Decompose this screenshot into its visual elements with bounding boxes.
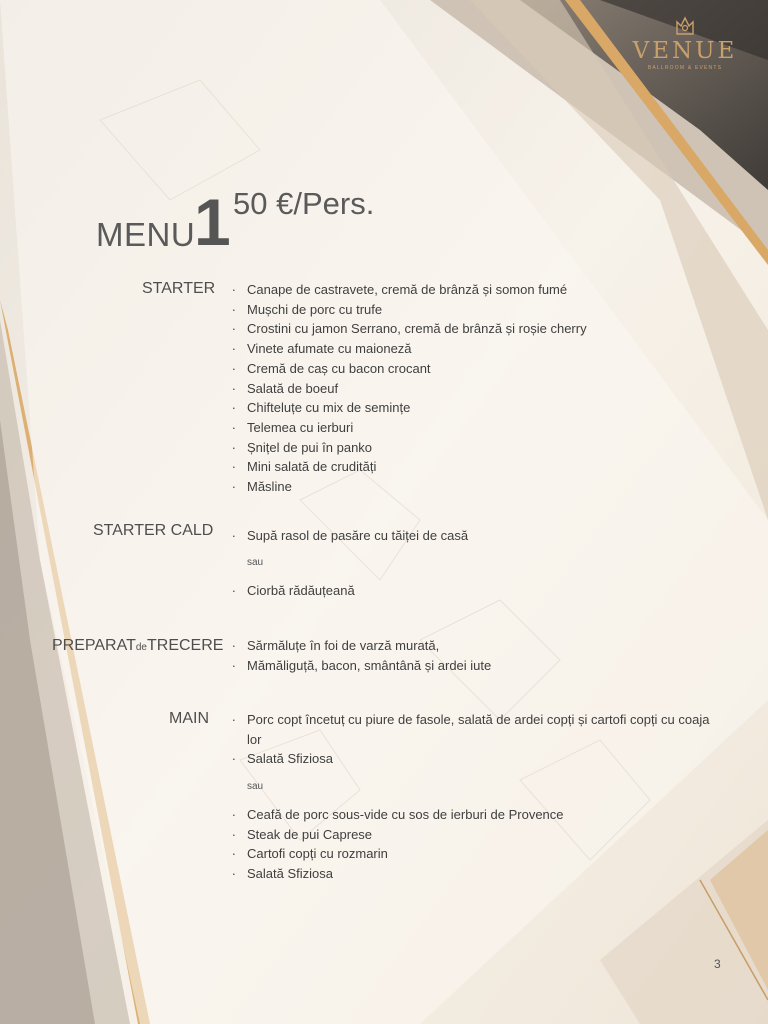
menu-number: 1 bbox=[194, 185, 231, 259]
menu-item: . Canape de castravete, cremă de brânză și somon fumé bbox=[232, 280, 587, 300]
menu-item: . Vinete afumate cu maioneză bbox=[232, 339, 587, 359]
section-label-starter: STARTER bbox=[142, 280, 216, 297]
crest-icon bbox=[673, 14, 697, 36]
menu-item: . Mămăliguță, bacon, smântână și ardei iute bbox=[232, 656, 491, 676]
separator-or-main: sau bbox=[247, 781, 264, 792]
separator-or: sau bbox=[247, 557, 264, 568]
section-label-preparat: PREPARATdeTRECERE bbox=[52, 637, 224, 654]
venue-logo bbox=[620, 14, 750, 71]
menu-item: . Sărmăluțe în foi de varză murată, bbox=[232, 636, 491, 656]
starter-cald-option-1 bbox=[232, 526, 468, 546]
menu-item: . Cremă de caș cu bacon crocant bbox=[232, 359, 587, 379]
menu-item: . Salată de boeuf bbox=[232, 379, 587, 399]
menu-item: . Salată Sfiziosa bbox=[232, 749, 712, 769]
menu-word: MENU bbox=[96, 216, 196, 253]
menu-price: 50 €/Pers. bbox=[233, 186, 375, 221]
menu-item: . Mușchi de porc cu trufe bbox=[232, 300, 587, 320]
menu-item: . Mini salată de crudități bbox=[232, 457, 587, 477]
menu-item: . Salată Sfiziosa bbox=[232, 864, 564, 884]
section-label-starter-cald: STARTER CALD bbox=[93, 522, 214, 539]
brand-name: VENUE bbox=[632, 38, 738, 64]
main-option-1 bbox=[232, 710, 712, 769]
starter-cald-option-2 bbox=[232, 581, 355, 601]
page-number: 3 bbox=[714, 957, 721, 971]
menu-item: . Steak de pui Caprese bbox=[232, 825, 564, 845]
menu-item: . Șnițel de pui în panko bbox=[232, 438, 587, 458]
starter-list bbox=[232, 280, 587, 497]
menu-item: . Supă rasol de pasăre cu tăiței de casă bbox=[232, 526, 468, 546]
menu-item: . Măsline bbox=[232, 477, 587, 497]
menu-item: . Telemea cu ierburi bbox=[232, 418, 587, 438]
main-option-2 bbox=[232, 805, 564, 884]
section-label-main: MAIN bbox=[169, 710, 209, 727]
brand-tagline: BALLROOM & EVENTS bbox=[647, 65, 723, 71]
menu-item: . Chifteluțe cu mix de semințe bbox=[232, 398, 587, 418]
menu-item: . Porc copt încetuț cu piure de fasole, salată de ardei copți și cartofi copți cu coaja lor bbox=[232, 710, 712, 749]
menu-item: . Crostini cu jamon Serrano, cremă de brânză și roșie cherry bbox=[232, 319, 587, 339]
preparat-list bbox=[232, 636, 491, 675]
menu-item: . Cartofi copți cu rozmarin bbox=[232, 844, 564, 864]
menu-item: . Ceafă de porc sous-vide cu sos de ierburi de Provence bbox=[232, 805, 564, 825]
menu-item: . Ciorbă rădăuțeană bbox=[232, 581, 355, 601]
